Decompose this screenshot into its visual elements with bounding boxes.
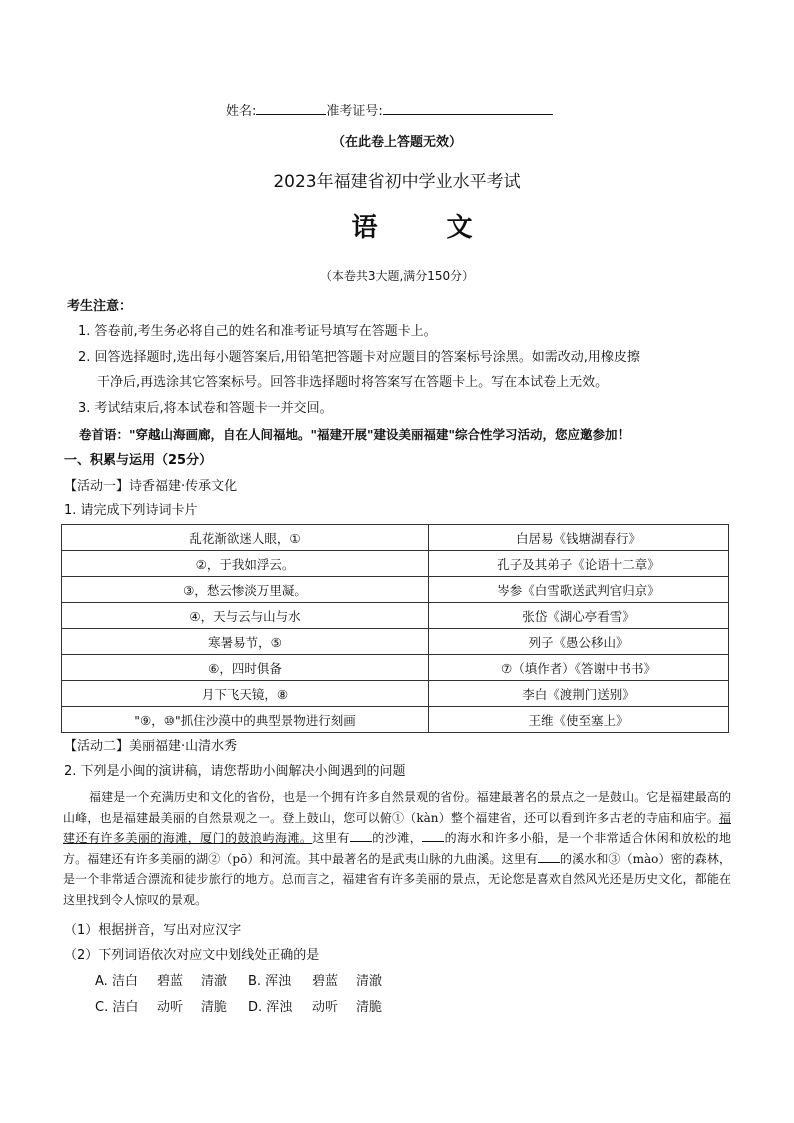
question1: 1. 请完成下列诗词卡片 xyxy=(64,503,198,518)
passage-text: 的溪水和③（mào）密的森林，是一个非常适合漂流和徒步旅行的地方。总而言之，福建省有许多美丽的景点，无论您是喜欢自然风光还是历史文化，都能在这里找到令人惊叹的景观。 xyxy=(63,851,731,907)
options-row-2 xyxy=(95,999,400,1017)
table-row xyxy=(62,655,729,681)
table-row xyxy=(62,603,729,629)
option-c-word3: 清脆 xyxy=(201,1000,228,1015)
exam-id-label: 准考证号: xyxy=(326,104,383,119)
poem-line-cell: 乱花渐欲迷人眼，① xyxy=(62,525,429,551)
passage-text: 这里有 xyxy=(312,831,350,845)
option-b-word1: B. 浑浊 xyxy=(248,974,292,989)
notice-item-2: 2. 回答选择题时,选出每小题答案后,用铅笔把答题卡对应题目的答案标号涂黑。如需改动,用橡皮擦 xyxy=(78,350,640,365)
poem-source-cell: 王维《使至塞上》 xyxy=(429,707,729,733)
table-row xyxy=(62,577,729,603)
fill-blank xyxy=(422,829,444,842)
option-c-word2: 动听 xyxy=(157,1000,184,1015)
option-a-word2: 碧蓝 xyxy=(157,974,184,989)
poem-line-cell: ③，愁云惨淡万里凝。 xyxy=(62,577,429,603)
table-row xyxy=(62,551,729,577)
poem-source-cell: 岑参《白雪歌送武判官归京》 xyxy=(429,577,729,603)
subject-title: 语 文 xyxy=(351,213,503,243)
option-d-word3: 清脆 xyxy=(356,1000,383,1015)
option-d-word1: D. 浑浊 xyxy=(248,1000,293,1015)
table-row xyxy=(62,525,729,551)
notice-item-2-cont: 干净后,再选涂其它答案标号。回答非选择题时将答案写在答题卡上。写在本试卷上无效。 xyxy=(97,375,609,390)
poem-line-cell: ②，于我如浮云。 xyxy=(62,551,429,577)
passage-text: 的沙滩， xyxy=(371,831,423,845)
speech-paragraph xyxy=(63,787,731,910)
fill-blank xyxy=(538,850,560,863)
candidate-info-line xyxy=(226,101,553,121)
poem-source-cell: 张岱《湖心亭看雪》 xyxy=(429,603,729,629)
poem-card-table xyxy=(61,524,729,733)
name-blank xyxy=(256,101,326,115)
activity1-title: 【活动一】诗香福建·传承文化 xyxy=(64,479,238,494)
table-row xyxy=(62,707,729,733)
notice-item-3: 3. 考试结束后,将本试卷和答题卡一并交回。 xyxy=(78,401,333,416)
option-d-word2: 动听 xyxy=(312,1000,339,1015)
poem-source-cell: ⑦（填作者）《答谢中书书》 xyxy=(429,655,729,681)
notice-item-1: 1. 答卷前,考生务必将自己的姓名和准考证号填写在答题卡上。 xyxy=(78,324,437,339)
exam-id-blank xyxy=(383,101,553,115)
section1-title: 一、积累与运用（25分） xyxy=(64,453,213,468)
poem-line-cell: 月下飞天镜，⑧ xyxy=(62,681,429,707)
exam-scope: （本卷共3大题,满分150分） xyxy=(319,269,475,283)
question2: 2. 下列是小闽的演讲稿，请您帮助小闽解决小闽遇到的问题 xyxy=(64,764,406,779)
option-b-word2: 碧蓝 xyxy=(312,974,339,989)
option-c-word1: C. 洁白 xyxy=(95,1000,139,1015)
poem-line-cell: "⑨，⑩"抓住沙漠中的典型景物进行刻画 xyxy=(62,707,429,733)
poem-source-cell: 孔子及其弟子《论语十二章》 xyxy=(429,551,729,577)
poem-source-cell: 李白《渡荆门送别》 xyxy=(429,681,729,707)
poem-line-cell: 寒暑易节，⑤ xyxy=(62,629,429,655)
subquestion-2: （2）下列词语依次对应文中划线处正确的是 xyxy=(64,948,320,963)
preface: 卷首语："穿越山海画廊，自在人间福地。"福建开展"建设美丽福建"综合性学习活动，您应邀参加！ xyxy=(79,427,631,442)
notice-title: 考生注意： xyxy=(67,299,133,314)
poem-line-cell: ⑥，四时俱备 xyxy=(62,655,429,681)
poem-source-cell: 列子《愚公移山》 xyxy=(429,629,729,655)
passage-text: 福建是一个充满历史和文化的省份，也是一个拥有许多自然景观的省份。福建最著名的景点之一是鼓山。它是福建最高的山峰，也是福建最美丽的自然景观之一。登上鼓山，您可以俯①（kàn）整个福建省，还可以看到许多古老的寺庙和庙宇。 xyxy=(63,790,731,825)
option-a-word3: 清澈 xyxy=(201,974,228,989)
poem-line-cell: ④，天与云与山与水 xyxy=(62,603,429,629)
invalid-note: （在此卷上答题无效） xyxy=(331,135,462,150)
exam-title: 2023年福建省初中学业水平考试 xyxy=(273,172,521,192)
poem-source-cell: 白居易《钱塘湖春行》 xyxy=(429,525,729,551)
option-a-word1: A. 洁白 xyxy=(95,974,138,989)
speech-passage xyxy=(63,787,731,910)
passage-text: 的海水和许多小船，是一个非常适合休闲和放松的地方。福建还有许多美丽的湖②（pō）和河流。其中最著名的是武夷山脉的九曲溪。这里有 xyxy=(63,831,731,866)
underlined-sentence: 福建还有许多美丽的海滩，厦门的鼓浪屿海滩。 xyxy=(63,810,731,845)
options-row-1 xyxy=(95,973,400,991)
activity2-title: 【活动二】美丽福建·山清水秀 xyxy=(64,739,238,754)
fill-blank xyxy=(350,829,372,842)
name-label: 姓名: xyxy=(226,104,257,119)
table-row xyxy=(62,629,729,655)
subquestion-1: （1）根据拼音，写出对应汉字 xyxy=(64,923,242,938)
table-row xyxy=(62,681,729,707)
option-b-word3: 清澈 xyxy=(356,974,383,989)
